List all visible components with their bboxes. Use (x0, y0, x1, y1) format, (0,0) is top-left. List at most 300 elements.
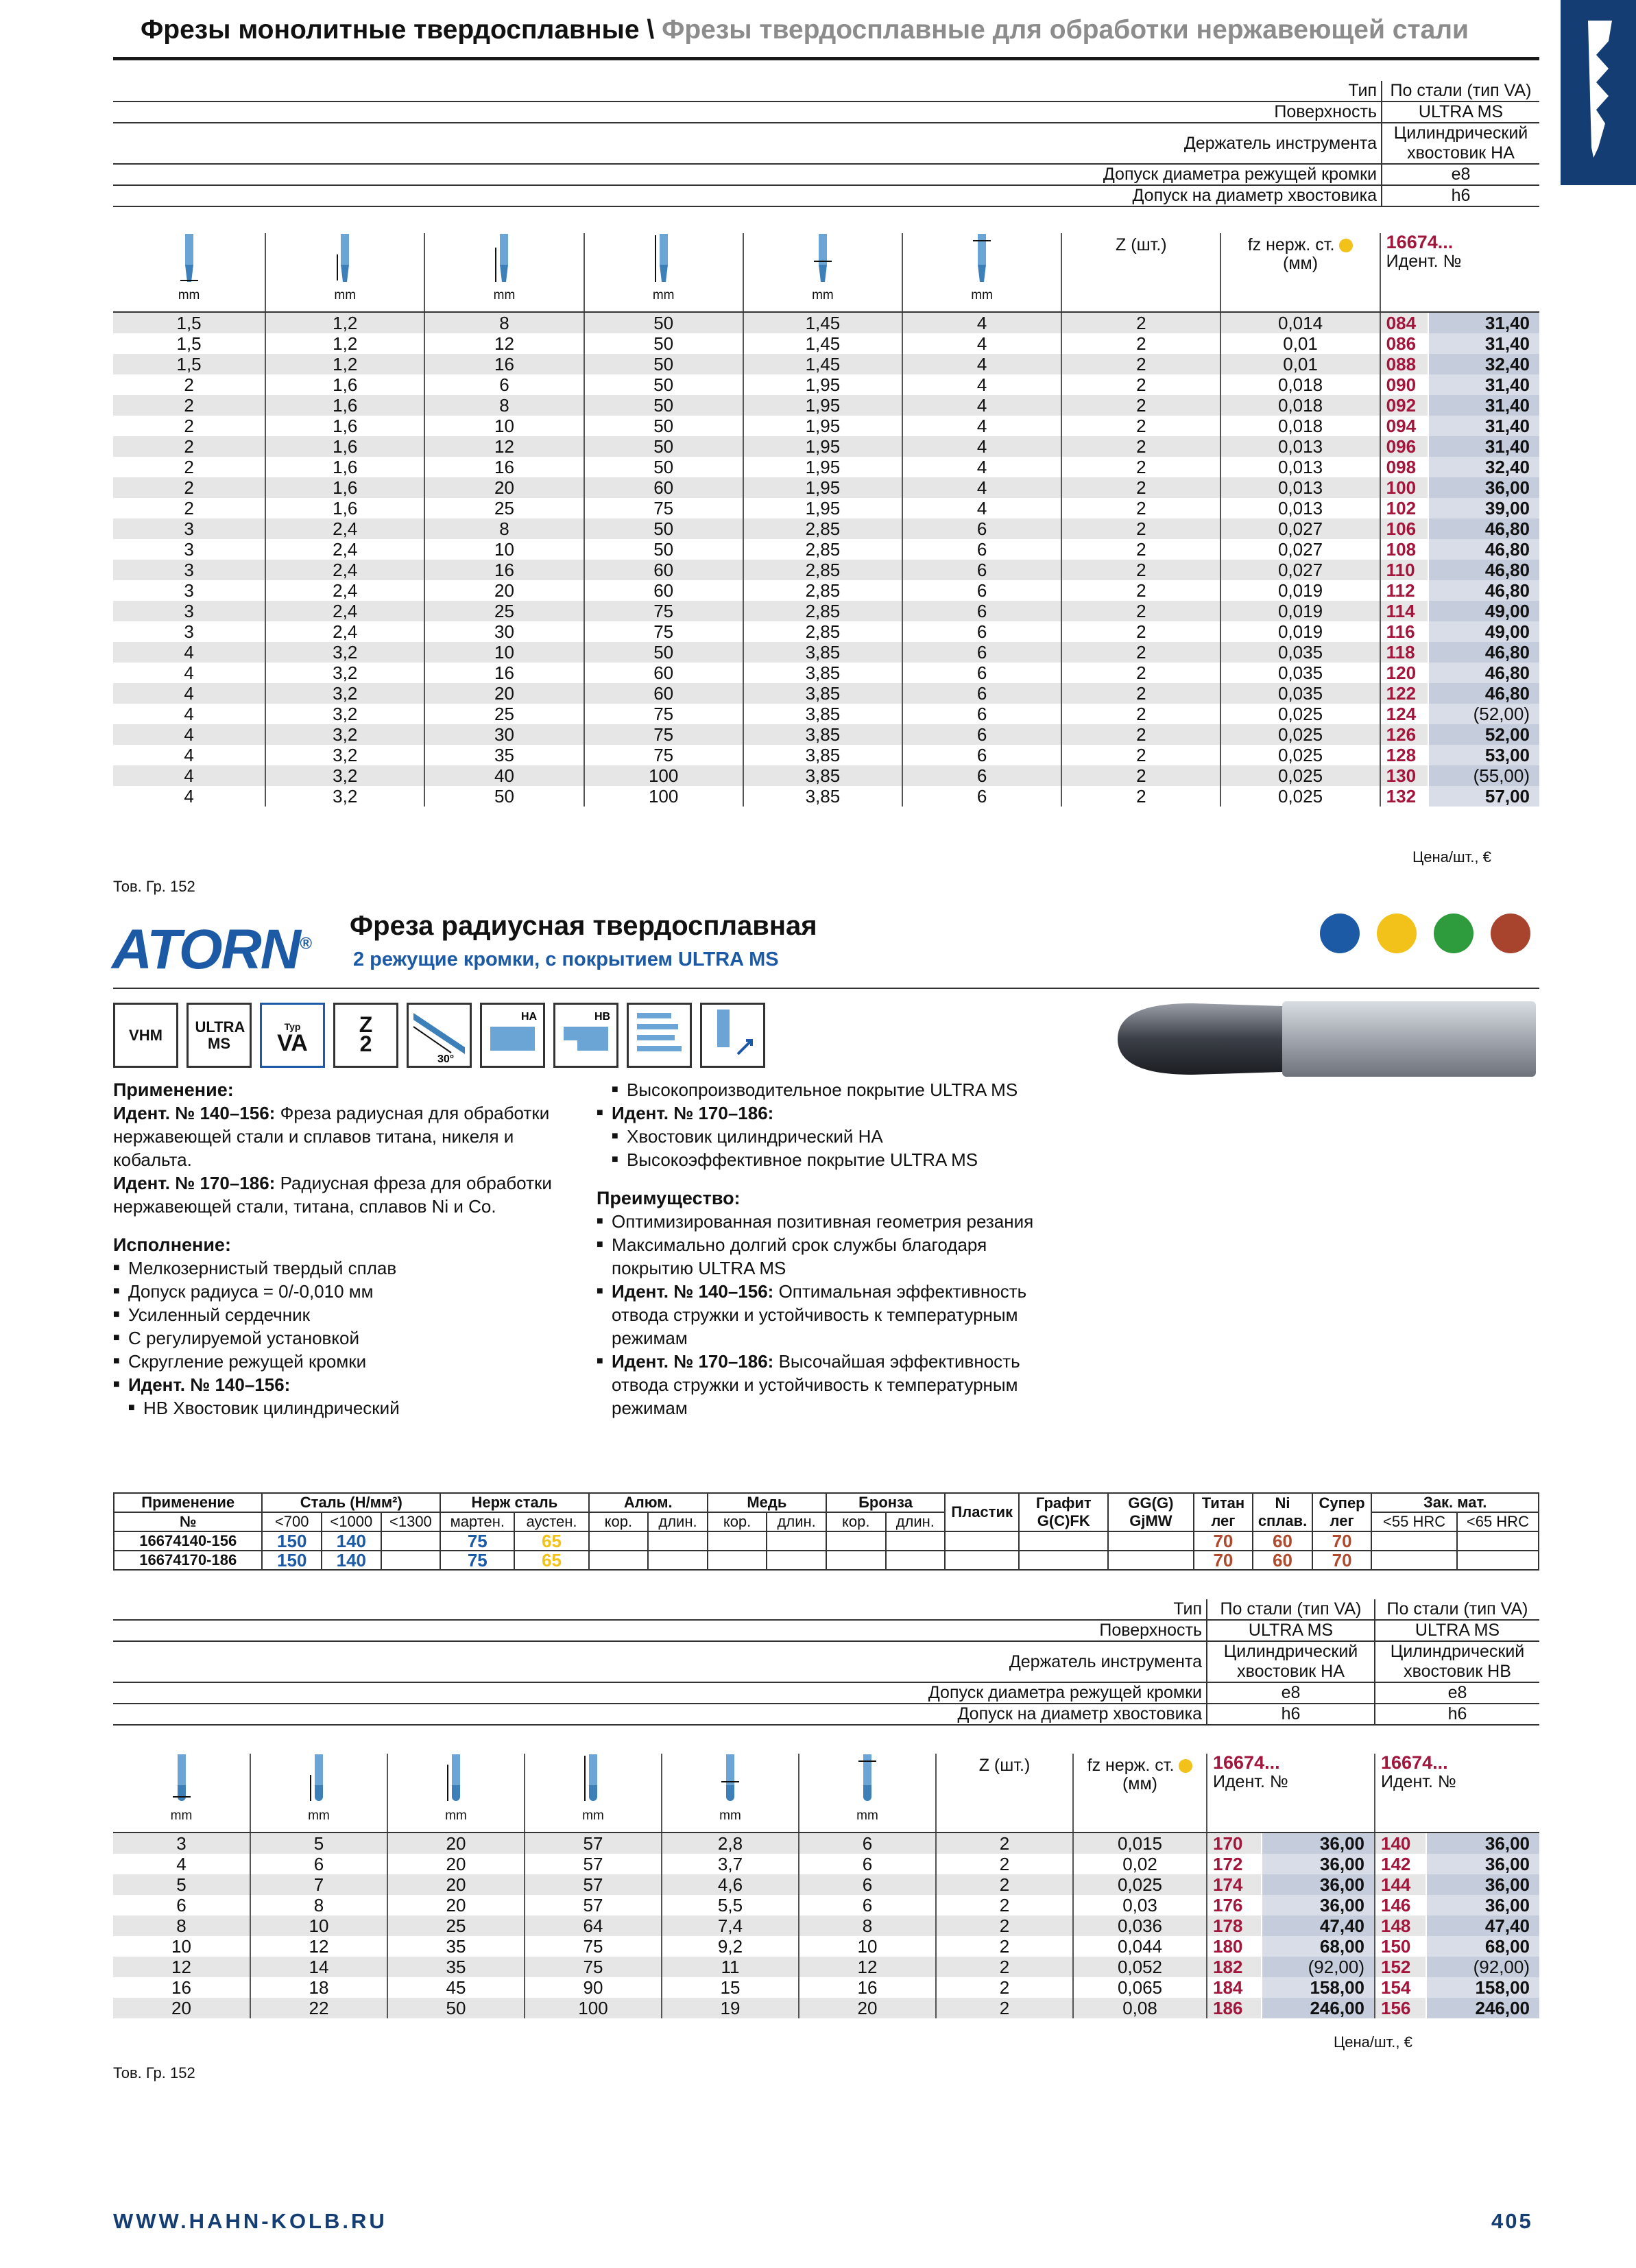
table-cell: 60 (584, 663, 743, 683)
ident-cell: 118 (1380, 642, 1429, 663)
unit-label: mm (582, 1809, 604, 1823)
table-cell: 5,5 (662, 1895, 799, 1915)
page-number: 405 (1491, 2209, 1533, 2233)
shank-hb-icon (553, 1003, 618, 1068)
ident-cell: 092 (1380, 395, 1429, 416)
table-row (113, 498, 1539, 518)
spec-row (113, 123, 1539, 164)
ident-cell: 180 (1213, 1936, 1243, 1957)
table-cell: 3,85 (743, 663, 902, 683)
table-cell: 3 (113, 539, 265, 560)
table-cell: 3 (113, 560, 265, 580)
ident-cell: 108 (1386, 539, 1417, 560)
table-cell: 45 (387, 1977, 525, 1998)
price-cell: 68,00 (1426, 1936, 1539, 1957)
app-subcol: длин. (648, 1512, 708, 1531)
table-cell: 14 (250, 1957, 387, 1977)
table-cell: 50 (387, 1998, 525, 2018)
col-shank (799, 1754, 936, 1833)
col-cut-length (387, 1754, 525, 1833)
spec-label: Держатель инструмента (113, 1641, 1207, 1682)
spec-row (113, 1599, 1539, 1620)
table-cell: 6 (113, 1895, 250, 1915)
goods-group-2: Тов. Гр. 152 (113, 2064, 195, 2081)
mill-diameter-icon (179, 234, 200, 289)
ident-cell: 122 (1380, 683, 1429, 704)
mill-neckwidth-icon (813, 234, 833, 289)
table-cell: 2 (1061, 354, 1220, 374)
price-table-1 (113, 233, 1539, 807)
app-value: 70 (1312, 1551, 1372, 1570)
table-row (113, 477, 1539, 498)
app-empty (1457, 1551, 1539, 1570)
ident-cell: 152 (1375, 1957, 1426, 1977)
table-cell: 2 (1061, 395, 1220, 416)
drill-icon (1561, 0, 1636, 185)
table-cell: 3,85 (743, 786, 902, 807)
table-cell: 2,85 (743, 621, 902, 642)
ident-cell: 140 (1375, 1833, 1426, 1854)
table-cell: 4 (113, 1854, 250, 1874)
table-cell: 4 (113, 683, 265, 704)
table-cell: 2 (1061, 560, 1220, 580)
section-tab[interactable] (1561, 0, 1636, 185)
ident-cell: 146 (1381, 1895, 1411, 1915)
table-cell: 0,035 (1220, 683, 1380, 704)
table-cell: 2,8 (662, 1833, 799, 1854)
list-item: ■ С регулируемой установкой (113, 1326, 552, 1350)
list-item: ■ Мелкозернистый твердый сплав (113, 1256, 552, 1280)
unit-label: mm (334, 288, 357, 302)
table-cell: 0,025 (1073, 1874, 1207, 1895)
table-cell: 2,4 (265, 560, 424, 580)
table-cell: 18 (250, 1977, 387, 1998)
table-cell: 6 (902, 642, 1061, 663)
angle-label: 30° (437, 1053, 455, 1064)
price-cell: 36,00 (1426, 1895, 1539, 1915)
table-cell: 3,85 (743, 683, 902, 704)
app-value: 60 (1253, 1531, 1312, 1551)
table-cell: 4 (902, 312, 1061, 333)
app-subcol: длин. (767, 1512, 826, 1531)
table-cell: 2 (1061, 642, 1220, 663)
col-total-length (525, 1754, 662, 1833)
table-row (113, 354, 1539, 374)
table-cell: 3 (113, 601, 265, 621)
table-cell: 50 (584, 642, 743, 663)
text-column-2 (597, 1078, 1063, 1420)
text-column-1 (113, 1078, 552, 1420)
table-cell: 50 (584, 518, 743, 539)
price-cell: (92,00) (1426, 1957, 1539, 1977)
table-cell: 6 (902, 580, 1061, 601)
z-num: 2 (359, 1031, 372, 1056)
price-cell: 36,00 (1262, 1874, 1375, 1895)
table-cell: 0,019 (1220, 601, 1380, 621)
price-cell: 36,00 (1262, 1895, 1375, 1915)
fz-unit: (мм) (1283, 254, 1319, 273)
app-value: 70 (1194, 1551, 1253, 1570)
app2-text: Радиусная фреза для обработки нержавеющей стали, титана, сплавов Ni и Co. (113, 1173, 552, 1217)
app-col: Бронза (826, 1493, 945, 1512)
ident-code: 16674... (1381, 1752, 1448, 1773)
price-cell: 36,00 (1426, 1854, 1539, 1874)
table-cell: 2 (1061, 518, 1220, 539)
table-cell: 1,5 (113, 333, 265, 354)
table-row (113, 1977, 1539, 1998)
ident-cell: 088 (1380, 354, 1429, 374)
footer-url[interactable]: WWW.HAHN-KOLB.RU (113, 2209, 387, 2233)
app-value: 60 (1253, 1551, 1312, 1570)
table-cell: 3,2 (265, 765, 424, 786)
app-ident: 16674140-156 (114, 1531, 262, 1551)
table-cell: 0,08 (1073, 1998, 1207, 2018)
table-cell: 22 (250, 1998, 387, 2018)
table-cell: 0,025 (1220, 704, 1380, 724)
app-value: 75 (440, 1531, 514, 1551)
spec-value-ha: По стали (тип VA) (1207, 1599, 1375, 1620)
table-cell: 0,018 (1220, 416, 1380, 436)
unit-label: mm (445, 1809, 467, 1823)
ident-cell: 128 (1386, 745, 1417, 765)
table-cell: 20 (387, 1833, 525, 1854)
steel-dot-icon (1179, 1759, 1192, 1773)
ball-mill-neckwidth-icon (720, 1754, 741, 1809)
col-shank (902, 233, 1061, 312)
table-row (113, 539, 1539, 560)
table-cell: 2 (113, 477, 265, 498)
table-cell: 64 (525, 1915, 662, 1936)
table-cell: 50 (584, 436, 743, 457)
header-main: Фрезы монолитные твердосплавные (141, 15, 640, 45)
table-cell: 1,2 (265, 312, 424, 333)
table-cell: 10 (113, 1936, 250, 1957)
table-cell: 1,95 (743, 477, 902, 498)
ha-label: HA (521, 1011, 538, 1023)
app-col: Супер лег (1312, 1493, 1372, 1531)
table-cell: 6 (902, 786, 1061, 807)
spec-table-1 (113, 81, 1539, 207)
col-ident-ha (1207, 1754, 1375, 1833)
table-row (113, 704, 1539, 724)
table-cell: 2 (936, 1833, 1073, 1854)
table-cell: 2,85 (743, 560, 902, 580)
table-cell: 2 (1061, 374, 1220, 395)
table-cell: 20 (387, 1854, 525, 1874)
table-cell: 1,6 (265, 457, 424, 477)
table-cell: 50 (584, 374, 743, 395)
table-cell: 0,013 (1220, 436, 1380, 457)
table-cell: 1,6 (265, 374, 424, 395)
table-cell: 60 (584, 477, 743, 498)
app1-id: Идент. № 140–156: (113, 1103, 276, 1123)
table-cell: 0,025 (1220, 724, 1380, 745)
table-cell: 1,6 (265, 477, 424, 498)
list-item: ■ Высокоэффективное покрытие ULTRA MS (597, 1148, 1063, 1171)
table-cell: 2 (1061, 724, 1220, 745)
table-cell: 6 (902, 745, 1061, 765)
table-cell: 2 (1061, 312, 1220, 333)
application-heading: Применение: (113, 1079, 234, 1100)
table-cell: 1,2 (265, 354, 424, 374)
table-cell: 57 (525, 1874, 662, 1895)
app1-paragraph (113, 1101, 552, 1171)
ball-mill-length-icon (583, 1754, 603, 1809)
table-cell: 30 (424, 724, 584, 745)
app-col: Титан лег (1194, 1493, 1253, 1531)
table-row (113, 786, 1539, 807)
table-cell: 16 (424, 663, 584, 683)
ident-cell: 154 (1381, 1977, 1411, 1998)
table-cell: 25 (424, 601, 584, 621)
app2-paragraph (113, 1171, 552, 1218)
ident-label: Идент. № (1381, 1772, 1456, 1791)
table-cell: 3,7 (662, 1854, 799, 1874)
table-cell: 0,044 (1073, 1936, 1207, 1957)
ident-cell: 182 (1207, 1957, 1262, 1977)
table-cell: 2 (1061, 416, 1220, 436)
spec-value: Цилиндрический хвостовик HA (1382, 123, 1539, 164)
app-empty (1108, 1531, 1193, 1551)
table-cell: 15 (662, 1977, 799, 1998)
table-row (113, 1833, 1539, 1854)
table-cell: 0,014 (1220, 312, 1380, 333)
ident-code: 16674... (1386, 232, 1454, 252)
table-cell: 6 (902, 560, 1061, 580)
table-cell: 0,018 (1220, 395, 1380, 416)
product-rule (113, 988, 1539, 989)
price-cell: 52,00 (1428, 724, 1539, 745)
table-cell: 40 (424, 765, 584, 786)
price-cell: 46,80 (1428, 683, 1539, 704)
table-cell: 0,01 (1220, 354, 1380, 374)
spec-label: Тип (113, 81, 1382, 102)
app-subcol: кор. (589, 1512, 649, 1531)
ident-cell: 150 (1381, 1936, 1411, 1957)
table-cell: 6 (799, 1895, 936, 1915)
app-value: 140 (322, 1551, 381, 1570)
app-row (114, 1531, 1539, 1551)
spec-value-hb: Цилиндрический хвостовик HB (1375, 1641, 1539, 1682)
table-cell: 2 (936, 1957, 1073, 1977)
app-subcol: кор. (708, 1512, 767, 1531)
ident-cell: 174 (1207, 1874, 1262, 1895)
table-cell: 3,85 (743, 724, 902, 745)
col-fz (1073, 1754, 1207, 1833)
table-cell: 75 (525, 1957, 662, 1977)
id170: Идент. № 170–186: (612, 1103, 774, 1123)
table-cell: 3 (113, 621, 265, 642)
spec-value-hb: e8 (1375, 1682, 1539, 1704)
table-row (113, 1936, 1539, 1957)
table-cell: 0,036 (1073, 1915, 1207, 1936)
adv4-id: Идент. № 170–186: (612, 1351, 774, 1372)
table-cell: 7 (250, 1874, 387, 1895)
helix-icon (410, 1006, 468, 1064)
table-row (113, 560, 1539, 580)
table-cell: 12 (424, 436, 584, 457)
table-cell: 1,6 (265, 498, 424, 518)
table-cell: 60 (584, 580, 743, 601)
ident-cell: 086 (1386, 333, 1417, 354)
table-cell: 3,2 (265, 724, 424, 745)
app-empty (1371, 1551, 1456, 1570)
unit-label: mm (178, 288, 200, 302)
table-cell: 0,027 (1220, 539, 1380, 560)
ident-cell: 170 (1207, 1833, 1262, 1854)
col-ident (1380, 233, 1539, 312)
table-cell: 6 (902, 663, 1061, 683)
spec-value-ha: h6 (1207, 1704, 1375, 1725)
table-cell: 4 (902, 477, 1061, 498)
goods-group-1: Тов. Гр. 152 (113, 878, 195, 895)
table-cell: 2,4 (265, 601, 424, 621)
table-row (113, 1998, 1539, 2018)
app-empty (886, 1531, 946, 1551)
spec-label: Допуск на диаметр хвостовика (113, 185, 1382, 206)
table-cell: 2 (1061, 333, 1220, 354)
table-cell: 4 (113, 704, 265, 724)
table-cell: 8 (424, 395, 584, 416)
table-cell: 6 (424, 374, 584, 395)
typ-label: Typ (284, 1020, 301, 1032)
table-row (113, 1915, 1539, 1936)
table-cell: 50 (584, 312, 743, 333)
type-va-icon (260, 1003, 325, 1068)
table-cell: 35 (424, 745, 584, 765)
spec-value: h6 (1382, 185, 1539, 206)
table-cell: 0,03 (1073, 1895, 1207, 1915)
price-cell: (52,00) (1428, 704, 1539, 724)
price-cell: 32,40 (1428, 457, 1539, 477)
table-cell: 1,6 (265, 436, 424, 457)
table-cell: 0,019 (1220, 621, 1380, 642)
spec-row (113, 1641, 1539, 1682)
price-table-2 (113, 1754, 1539, 2018)
app-value: 75 (440, 1551, 514, 1570)
list-item: ■ Максимально долгий срок службы благодаря покрытию ULTRA MS (597, 1233, 1063, 1280)
table-row (113, 580, 1539, 601)
list-item: ■ Оптимизированная позитивная геометрия резания (597, 1210, 1063, 1233)
table-row (113, 683, 1539, 704)
ball-mill-diameter-icon (171, 1754, 192, 1809)
app-ident: 16674170-186 (114, 1551, 262, 1570)
app-empty (648, 1531, 708, 1551)
price-cell: 46,80 (1428, 642, 1539, 663)
table-cell: 6 (902, 724, 1061, 745)
table-cell: 20 (424, 477, 584, 498)
spec-row (113, 81, 1539, 102)
table-cell: 1,2 (265, 333, 424, 354)
table-cell: 1,95 (743, 457, 902, 477)
spec-value-hb: По стали (тип VA) (1375, 1599, 1539, 1620)
table-cell: 1,6 (265, 416, 424, 436)
shank-ha-icon (480, 1003, 545, 1068)
spec-value: ULTRA MS (1382, 102, 1539, 123)
table-cell: 0,01 (1220, 333, 1380, 354)
mill-neck-icon (335, 234, 355, 289)
price-cell: 49,00 (1428, 601, 1539, 621)
table-cell: 75 (584, 724, 743, 745)
unit-label: mm (170, 1809, 193, 1823)
table-cell: 57 (525, 1854, 662, 1874)
table-row (113, 663, 1539, 683)
table-cell: 2 (1061, 539, 1220, 560)
table-cell: 2 (1061, 704, 1220, 724)
app-empty (767, 1531, 826, 1551)
ident-cell: 172 (1213, 1854, 1243, 1874)
col-fz (1220, 233, 1380, 312)
price-cell: 31,40 (1428, 374, 1539, 395)
application-table (113, 1492, 1539, 1571)
table-cell: 6 (902, 621, 1061, 642)
table-cell: 4 (113, 745, 265, 765)
table-cell: 20 (424, 683, 584, 704)
execution-list (113, 1256, 552, 1420)
table-cell: 2 (936, 1874, 1073, 1895)
table-cell: 20 (113, 1998, 250, 2018)
app-empty (648, 1551, 708, 1570)
table-row (113, 312, 1539, 333)
app-col: Нерж сталь (440, 1493, 588, 1512)
mill-length-icon (653, 234, 674, 289)
table-cell: 25 (387, 1915, 525, 1936)
table-cell: 4 (902, 457, 1061, 477)
table-cell: 0,02 (1073, 1854, 1207, 1874)
steel-dot-icon (1339, 239, 1353, 252)
app-empty (381, 1531, 441, 1551)
app-subcol: № (114, 1512, 262, 1531)
price-cell: 46,80 (1428, 580, 1539, 601)
app-empty (1019, 1531, 1108, 1551)
price-cell: 36,00 (1262, 1854, 1375, 1874)
ident-cell: 094 (1386, 416, 1417, 436)
table-cell: 2 (113, 395, 265, 416)
spec-row (113, 1704, 1539, 1725)
table-cell: 2 (113, 457, 265, 477)
spec-row (113, 185, 1539, 206)
ball-mill-shank-icon (857, 1754, 878, 1809)
table-cell: 2,85 (743, 601, 902, 621)
app-empty (1457, 1531, 1539, 1551)
spec-row (113, 1620, 1539, 1641)
table-cell: 2 (1061, 663, 1220, 683)
ident-cell: 126 (1380, 724, 1429, 745)
ident-cell: 130 (1380, 765, 1429, 786)
price-cell: 46,80 (1428, 560, 1539, 580)
coating-list (597, 1078, 1063, 1171)
hb-label: HB (594, 1011, 611, 1023)
app-col: Зак. мат. (1371, 1493, 1539, 1512)
header-separator: \ (639, 15, 662, 45)
price-cell: (92,00) (1262, 1957, 1375, 1977)
table-cell: 1,45 (743, 333, 902, 354)
table-cell: 2,85 (743, 580, 902, 601)
table-cell: 3,85 (743, 765, 902, 786)
app-value: 65 (514, 1551, 588, 1570)
table-cell: 16 (799, 1977, 936, 1998)
plunge-mill-icon (703, 1006, 762, 1064)
table-cell: 2 (113, 374, 265, 395)
price-cell: 31,40 (1428, 436, 1539, 457)
table-cell: 0,013 (1220, 457, 1380, 477)
col-total-length (584, 233, 743, 312)
price-cell: 36,00 (1426, 1833, 1539, 1854)
table-cell: 0,013 (1220, 498, 1380, 518)
ident-cell: 156 (1375, 1998, 1426, 2018)
table-cell: 1,95 (743, 374, 902, 395)
table-row (113, 1895, 1539, 1915)
